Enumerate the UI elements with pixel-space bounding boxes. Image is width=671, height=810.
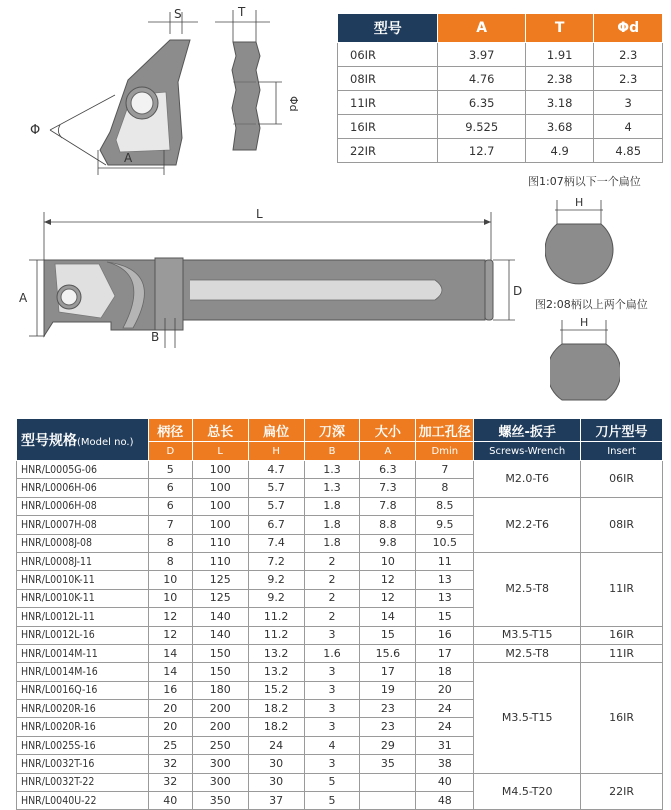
insert-cell: 08IR — [581, 497, 663, 552]
value-cell: 3 — [304, 755, 360, 773]
model-cell: HNR/L0006H-06 — [17, 479, 149, 497]
value-cell: 32 — [148, 755, 192, 773]
value-cell: 37 — [248, 792, 304, 810]
cell: 12.7 — [438, 139, 525, 163]
value-cell: 250 — [192, 736, 248, 754]
cell: 3 — [594, 91, 663, 115]
cell: 16IR — [338, 115, 438, 139]
header-depth: 刀深 — [304, 419, 360, 442]
value-cell: 12 — [148, 626, 192, 644]
value-cell: 9.5 — [416, 516, 474, 534]
cell: 2.3 — [594, 67, 663, 91]
value-cell: 38 — [416, 755, 474, 773]
value-cell: 11 — [416, 552, 474, 570]
value-cell: 100 — [192, 461, 248, 479]
subheader-l: L — [192, 442, 248, 461]
value-cell: 200 — [192, 700, 248, 718]
value-cell: 4 — [304, 736, 360, 754]
value-cell: 19 — [360, 681, 416, 699]
value-cell: 30 — [248, 755, 304, 773]
value-cell: 14 — [360, 608, 416, 626]
value-cell: 6.7 — [248, 516, 304, 534]
value-cell: 25 — [148, 736, 192, 754]
table-row — [17, 461, 663, 479]
value-cell: 12 — [360, 589, 416, 607]
cell: 1.91 — [525, 43, 594, 67]
insert-cell: 16IR — [581, 663, 663, 773]
model-cell: HNR/L0008J-08 — [17, 534, 149, 552]
value-cell: 100 — [192, 516, 248, 534]
subheader-screws-wrench: Screws-Wrench — [474, 442, 581, 461]
header-length: 总长 — [192, 419, 248, 442]
model-cell: HNR/L0008J-11 — [17, 552, 149, 570]
value-cell: 20 — [416, 681, 474, 699]
model-cell: HNR/L0032T-22 — [17, 773, 149, 791]
value-cell: 8 — [148, 534, 192, 552]
cell: 4 — [594, 115, 663, 139]
table-row — [17, 644, 663, 662]
value-cell: 24 — [416, 700, 474, 718]
value-cell: 23 — [360, 700, 416, 718]
subheader-b: B — [304, 442, 360, 461]
value-cell: 20 — [148, 718, 192, 736]
value-cell: 7 — [416, 461, 474, 479]
value-cell: 17 — [360, 663, 416, 681]
shank-section-fig2 — [550, 312, 620, 412]
cell: 2.38 — [525, 67, 594, 91]
model-cell: HNR/L0040U-22 — [17, 792, 149, 810]
insert-cell: 11IR — [581, 552, 663, 626]
value-cell: 8 — [416, 479, 474, 497]
cell: 4.85 — [594, 139, 663, 163]
value-cell: 7.3 — [360, 479, 416, 497]
cell: 2.3 — [594, 43, 663, 67]
value-cell: 3 — [304, 681, 360, 699]
value-cell: 180 — [192, 681, 248, 699]
dim-l-label: L — [256, 207, 263, 221]
shank-section-fig1 — [545, 192, 615, 292]
model-cell: HNR/L0012L-16 — [17, 626, 149, 644]
value-cell: 24 — [416, 718, 474, 736]
table-row — [17, 552, 663, 570]
dim-h1-label: H — [575, 196, 584, 209]
holder-drawing — [15, 200, 535, 350]
value-cell: 18.2 — [248, 718, 304, 736]
value-cell: 125 — [192, 589, 248, 607]
value-cell: 10.5 — [416, 534, 474, 552]
value-cell: 14 — [148, 644, 192, 662]
value-cell: 8.5 — [416, 497, 474, 515]
caption-fig2: 图2:08柄以上两个扁位 — [535, 298, 648, 311]
value-cell: 20 — [148, 700, 192, 718]
insert-cell: 11IR — [581, 644, 663, 662]
value-cell: 40 — [148, 792, 192, 810]
value-cell: 7.8 — [360, 497, 416, 515]
model-cell: HNR/L0007H-08 — [17, 516, 149, 534]
value-cell: 31 — [416, 736, 474, 754]
header-size: 大小 — [360, 419, 416, 442]
table-row — [338, 91, 663, 115]
value-cell: 200 — [192, 718, 248, 736]
table-row — [338, 43, 663, 67]
value-cell: 150 — [192, 644, 248, 662]
value-cell: 15.6 — [360, 644, 416, 662]
value-cell: 2 — [304, 608, 360, 626]
main-table-header-top — [17, 419, 663, 442]
value-cell: 140 — [192, 626, 248, 644]
value-cell: 7 — [148, 516, 192, 534]
value-cell: 3 — [304, 718, 360, 736]
value-cell: 8 — [148, 552, 192, 570]
value-cell: 11.2 — [248, 608, 304, 626]
value-cell: 17 — [416, 644, 474, 662]
insert-table-header — [338, 14, 663, 43]
header-model-no: 型号规格(Model no.) — [17, 419, 149, 461]
value-cell: 13 — [416, 571, 474, 589]
value-cell: 23 — [360, 718, 416, 736]
cell: 4.9 — [525, 139, 594, 163]
subheader-d: D — [148, 442, 192, 461]
insert-spec-table — [337, 13, 663, 163]
value-cell: 18.2 — [248, 700, 304, 718]
value-cell: 29 — [360, 736, 416, 754]
value-cell: 300 — [192, 755, 248, 773]
value-cell: 10 — [360, 552, 416, 570]
value-cell: 5 — [148, 461, 192, 479]
value-cell: 1.8 — [304, 497, 360, 515]
screw-wrench-cell: M2.0-T6 — [474, 461, 581, 498]
dim-phi-label: Φ — [30, 123, 41, 138]
value-cell: 11.2 — [248, 626, 304, 644]
holder-spec-table — [16, 418, 663, 810]
model-cell: HNR/L0032T-16 — [17, 755, 149, 773]
value-cell: 13 — [416, 589, 474, 607]
value-cell: 40 — [416, 773, 474, 791]
value-cell: 4.7 — [248, 461, 304, 479]
dim-t-label: T — [238, 5, 246, 19]
value-cell: 18 — [416, 663, 474, 681]
value-cell: 3 — [304, 663, 360, 681]
value-cell: 1.3 — [304, 479, 360, 497]
screw-wrench-cell: M2.5-T8 — [474, 552, 581, 626]
subheader-insert: Insert — [581, 442, 663, 461]
table-row — [338, 67, 663, 91]
cell: 3.97 — [438, 43, 525, 67]
main-table-body — [17, 461, 663, 810]
value-cell: 1.8 — [304, 534, 360, 552]
dim-phid-label: Φd — [287, 96, 300, 112]
cell: 4.76 — [438, 67, 525, 91]
value-cell: 1.8 — [304, 516, 360, 534]
value-cell: 5.7 — [248, 497, 304, 515]
value-cell: 7.4 — [248, 534, 304, 552]
model-cell: HNR/L0014M-11 — [17, 644, 149, 662]
header-model: 型号 — [338, 14, 438, 43]
model-cell: HNR/L0020R-16 — [17, 718, 149, 736]
cell: 22IR — [338, 139, 438, 163]
value-cell: 48 — [416, 792, 474, 810]
value-cell: 24 — [248, 736, 304, 754]
model-cell: HNR/L0006H-08 — [17, 497, 149, 515]
model-cell: HNR/L0012L-11 — [17, 608, 149, 626]
insert-cell: 16IR — [581, 626, 663, 644]
table-row — [338, 115, 663, 139]
value-cell: 6.3 — [360, 461, 416, 479]
cell: 06IR — [338, 43, 438, 67]
subheader-h: H — [248, 442, 304, 461]
value-cell: 15 — [360, 626, 416, 644]
value-cell: 15 — [416, 608, 474, 626]
value-cell: 140 — [192, 608, 248, 626]
header-t: T — [525, 14, 594, 43]
table-row — [17, 663, 663, 681]
model-cell: HNR/L0005G-06 — [17, 461, 149, 479]
cell: 3.68 — [525, 115, 594, 139]
value-cell: 100 — [192, 479, 248, 497]
insert-drawing — [20, 0, 320, 190]
value-cell: 5 — [304, 773, 360, 791]
header-phid: Φd — [594, 14, 663, 43]
dim-h2-label: H — [580, 316, 589, 329]
value-cell: 1.3 — [304, 461, 360, 479]
header-a: A — [438, 14, 525, 43]
cell: 11IR — [338, 91, 438, 115]
value-cell: 6 — [148, 479, 192, 497]
value-cell: 13.2 — [248, 644, 304, 662]
value-cell: 16 — [416, 626, 474, 644]
value-cell: 3 — [304, 626, 360, 644]
value-cell: 14 — [148, 663, 192, 681]
cell: 08IR — [338, 67, 438, 91]
value-cell: 30 — [248, 773, 304, 791]
value-cell: 9.8 — [360, 534, 416, 552]
value-cell: 10 — [148, 571, 192, 589]
screw-wrench-cell: M2.2-T6 — [474, 497, 581, 552]
value-cell: 5 — [304, 792, 360, 810]
value-cell: 35 — [360, 755, 416, 773]
table-row — [338, 139, 663, 163]
header-screw-wrench: 螺丝-扳手 — [474, 419, 581, 442]
value-cell: 15.2 — [248, 681, 304, 699]
value-cell: 110 — [192, 552, 248, 570]
model-cell: HNR/L0014M-16 — [17, 663, 149, 681]
value-cell: 9.2 — [248, 571, 304, 589]
model-cell: HNR/L0025S-16 — [17, 736, 149, 754]
model-cell: HNR/L0020R-16 — [17, 700, 149, 718]
value-cell: 2 — [304, 589, 360, 607]
subheader-a: A — [360, 442, 416, 461]
value-cell: 100 — [192, 497, 248, 515]
dim-a-label: A — [124, 151, 133, 165]
screw-wrench-cell: M2.5-T8 — [474, 644, 581, 662]
cell: 9.525 — [438, 115, 525, 139]
value-cell — [360, 792, 416, 810]
model-cell: HNR/L0016Q-16 — [17, 681, 149, 699]
header-flat: 扁位 — [248, 419, 304, 442]
value-cell: 13.2 — [248, 663, 304, 681]
screw-wrench-cell: M3.5-T15 — [474, 626, 581, 644]
value-cell: 350 — [192, 792, 248, 810]
value-cell: 6 — [148, 497, 192, 515]
value-cell: 2 — [304, 571, 360, 589]
value-cell: 10 — [148, 589, 192, 607]
insert-cell: 22IR — [581, 773, 663, 810]
header-shank-dia: 柄径 — [148, 419, 192, 442]
value-cell: 16 — [148, 681, 192, 699]
subheader-dmin: Dmin — [416, 442, 474, 461]
value-cell: 125 — [192, 571, 248, 589]
table-row — [17, 626, 663, 644]
value-cell: 150 — [192, 663, 248, 681]
header-insert: 刀片型号 — [581, 419, 663, 442]
screw-wrench-cell: M4.5-T20 — [474, 773, 581, 810]
value-cell: 12 — [360, 571, 416, 589]
dim-s-label: S — [174, 7, 182, 21]
value-cell: 110 — [192, 534, 248, 552]
table-row — [17, 773, 663, 791]
value-cell: 300 — [192, 773, 248, 791]
value-cell: 8.8 — [360, 516, 416, 534]
screw-wrench-cell: M3.5-T15 — [474, 663, 581, 773]
value-cell: 32 — [148, 773, 192, 791]
cell: 3.18 — [525, 91, 594, 115]
value-cell: 5.7 — [248, 479, 304, 497]
dim-d-label: D — [513, 284, 523, 298]
dim-a-holder-label: A — [19, 291, 28, 305]
insert-cell: 06IR — [581, 461, 663, 498]
value-cell: 7.2 — [248, 552, 304, 570]
cell: 6.35 — [438, 91, 525, 115]
value-cell: 1.6 — [304, 644, 360, 662]
model-cell: HNR/L0010K-11 — [17, 571, 149, 589]
value-cell: 3 — [304, 700, 360, 718]
header-min-bore: 加工孔径 — [416, 419, 474, 442]
caption-fig1: 图1:07柄以下一个扁位 — [528, 175, 641, 188]
value-cell — [360, 773, 416, 791]
dim-b-label: B — [151, 330, 160, 344]
value-cell: 9.2 — [248, 589, 304, 607]
table-row — [17, 497, 663, 515]
value-cell: 12 — [148, 608, 192, 626]
model-cell: HNR/L0010K-11 — [17, 589, 149, 607]
value-cell: 2 — [304, 552, 360, 570]
